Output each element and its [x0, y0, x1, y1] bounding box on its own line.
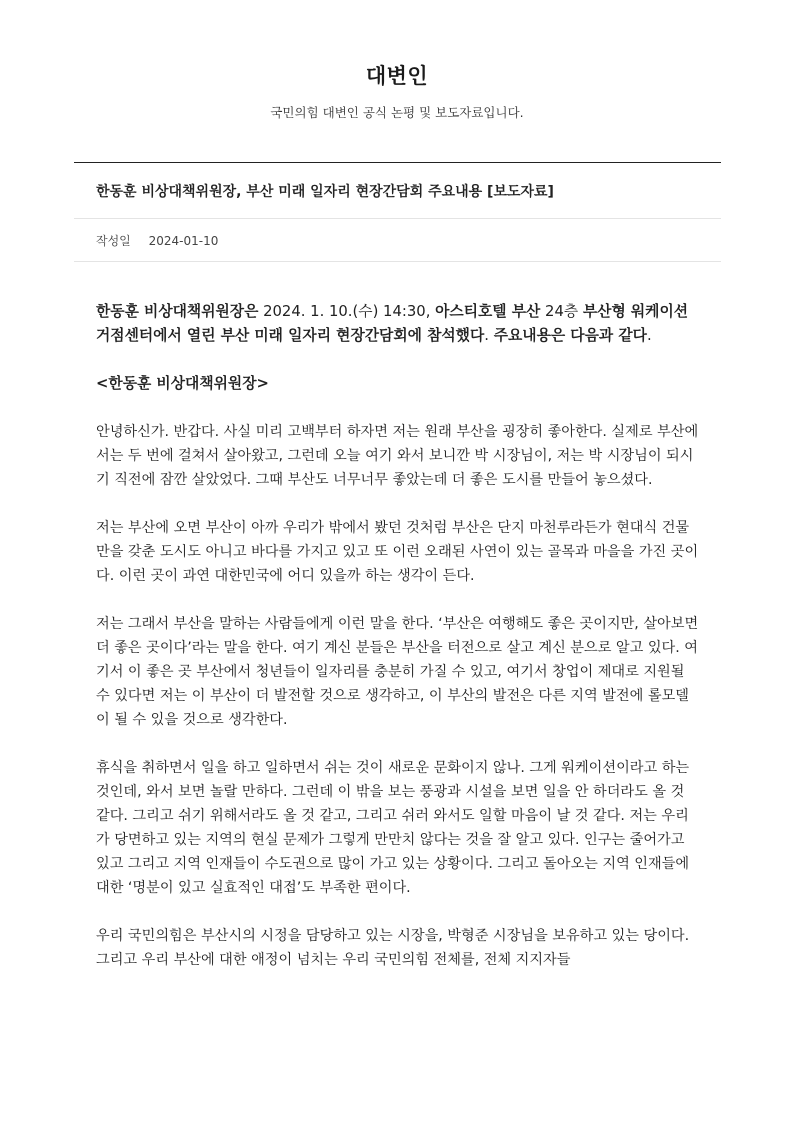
- article-title: 한동훈 비상대책위원장, 부산 미래 일자리 현장간담회 주요내용 [보도자료]: [96, 184, 554, 200]
- meta-divider: [74, 261, 721, 262]
- lead-paragraph: [96, 300, 702, 348]
- lead-bold-3: 부산형 워케이션 거점센터에서 열린 부산 미래 일자리 현장간담회에 참석했다: [96, 303, 689, 344]
- lead-bold-2: 아스티호텔 부산: [435, 303, 541, 320]
- site-title: 대변인: [365, 64, 429, 88]
- article-body: [96, 300, 702, 972]
- body-paragraph: 휴식을 취하면서 일을 하고 일하면서 쉬는 것이 새로운 문화이지 않나. 그게 워케이션이라고 하는 것인데, 와서 보면 놀랄 만하다. 그런데 이 밖을 보는 풍광과 시설을 보면 일을 안 하더라도 올 것 같다. 그리고 쉬기 위해서라도 올 것 같고, 그리고 쉬러 와서도 일할 마음이 날 것 같다. 저는 우리가 당면하고 있는 지역의 현실 문제가 그렇게 만만치 않다는 것을 잘 알고 있다. 인구는 줄어가고 있고 그리고 지역 인재들이 수도권으로 많이 가고 있는 상황이다. 그리고 돌아오는 지역 인재들에 대한 ‘명분이 있고 실효적인 대접’도 부족한 편이다.: [96, 760, 690, 896]
- lead-plain-2: 24층: [540, 303, 583, 320]
- lead-bold-1: 한동훈 비상대책위원장은: [96, 303, 259, 320]
- article-date: 2024-01-10: [148, 234, 219, 248]
- body-paragraph: 저는 그래서 부산을 말하는 사람들에게 이런 말을 한다. ‘부산은 여행해도 좋은 곳이지만, 살아보면 더 좋은 곳이다’라는 말을 한다. 여기 계신 분들은 부산을 터전으로 살고 계신 분으로 알고 있다. 여기서 이 좋은 곳 부산에서 청년들이 일자리를 충분히 가질 수 있고, 여기서 창업이 제대로 지원될 수 있다면 저는 이 부산이 더 발전할 것으로 생각하고, 이 부산의 발전은 다른 지역 발전에 롤모델이 될 수 있을 것으로 생각한다.: [96, 616, 699, 728]
- lead-bold-4: 주요내용은 다음과 같다: [493, 327, 647, 344]
- header-divider: [74, 162, 721, 163]
- site-subtitle: 국민의힘 대변인 공식 논평 및 보도자료입니다.: [270, 105, 524, 120]
- date-label: 작성일: [96, 234, 131, 248]
- title-divider: [74, 218, 721, 219]
- body-paragraph: 우리 국민의힘은 부산시의 시정을 담당하고 있는 시장을, 박형준 시장님을 보유하고 있는 당이다. 그리고 우리 부산에 대한 애정이 넘치는 우리 국민의힘 전체를, 전체 지지자들: [96, 928, 690, 968]
- lead-plain-4: .: [646, 327, 652, 344]
- lead-plain-3: .: [484, 327, 494, 344]
- section-heading: <한동훈 비상대책위원장>: [96, 375, 269, 392]
- lead-plain-1: 2024. 1. 10.(수) 14:30,: [258, 303, 436, 320]
- body-paragraph: 저는 부산에 오면 부산이 아까 우리가 밖에서 봤던 것처럼 부산은 단지 마천루라든가 현대식 건물만을 갖춘 도시도 아니고 바다를 가지고 있고 또 이런 오래된 사연이 있는 골목과 마을을 가진 곳이다. 이런 곳이 과연 대한민국에 어디 있을까 하는 생각이 든다.: [96, 520, 699, 584]
- article-meta: [96, 232, 218, 249]
- body-paragraph: 안녕하신가. 반갑다. 사실 미리 고백부터 하자면 저는 원래 부산을 굉장히 좋아한다. 실제로 부산에서는 두 번에 걸쳐서 살아왔고, 그런데 오늘 여기 와서 보니깐 박 시장님이, 저는 박 시장님이 되시기 직전에 잠깐 살았었다. 그때 부산도 너무너무 좋았는데 더 좋은 도시를 만들어 놓으셨다.: [96, 424, 699, 488]
